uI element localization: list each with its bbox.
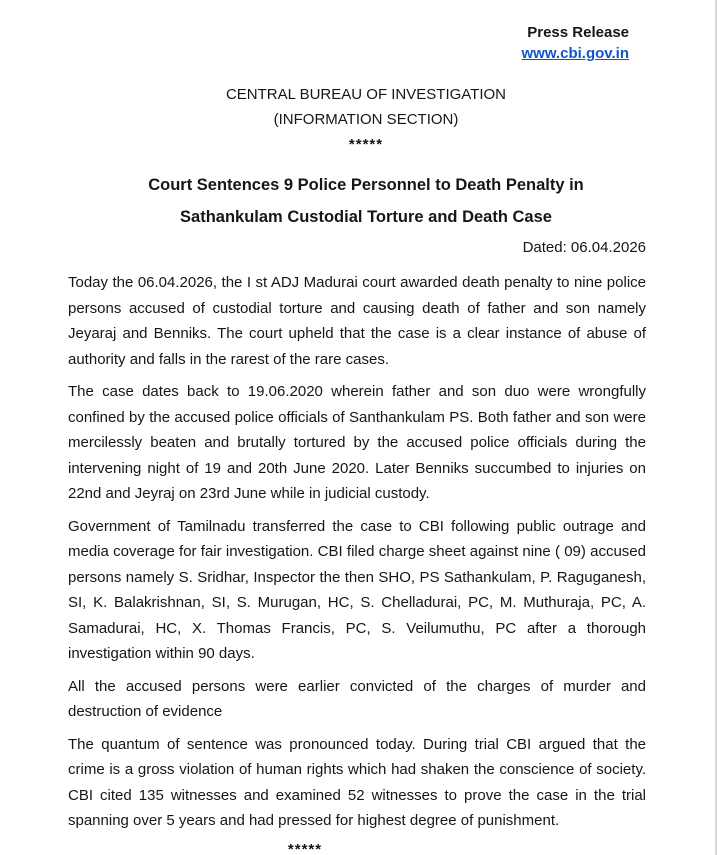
star-separator-bottom: ***** (287, 840, 323, 855)
star-separator-top: ***** (348, 136, 384, 153)
org-section: (INFORMATION SECTION) (273, 111, 459, 128)
press-release-label: Press Release (527, 24, 629, 41)
paragraph-investigation: Government of Tamilnadu transferred the case to CBI following public outrage and media coverage for fair investigation. CBI filed charge sheet against nine ( 09) accused persons namely S. Sridhar, Inspector the then SHO, PS Sathankulam, P. Raguganesh, SI, K. Balakrishnan, SI, S. Murugan, HC, S. Chelladurai, PC, M. Muthuraja, PC, A. Samadurai, HC, X. Thomas Francis, PC, S. Veilumuthu, PC after a thorough investigation within 90 days. (68, 517, 646, 662)
paragraph-verdict: Today the 06.04.2026, the I st ADJ Madurai court awarded death penalty to nine police persons accused of custodial torture and causing death of father and son namely Jeyaraj and Benniks. The court upheld that the case is a clear instance of abuse of authority and falls in the rarest of the rare cases. (68, 274, 646, 368)
paragraph-conviction: All the accused persons were earlier convicted of the charges of murder and destruction of evidence (68, 677, 646, 720)
document-body (68, 270, 646, 834)
page-title-line2: Sathankulam Custodial Torture and Death Case (180, 208, 552, 226)
cbi-website-link[interactable]: www.cbi.gov.in (521, 45, 629, 62)
page-title-line1: Court Sentences 9 Police Personnel to Death Penalty in (148, 176, 584, 194)
paragraph-sentence: The quantum of sentence was pronounced today. During trial CBI argued that the crime is a gross violation of human rights which had shaken the conscience of society. CBI cited 135 witnesses and examined 52 witnesses to prove the case in the trial spanning over 5 years and had pressed for highest degree of punishment. (68, 735, 646, 829)
document-header (68, 22, 646, 64)
org-name: CENTRAL BUREAU OF INVESTIGATION (225, 86, 507, 103)
organization-heading (77, 82, 655, 157)
paragraph-case-history: The case dates back to 19.06.2020 wherein father and son duo were wrongfully confined by the accused police officials of Santhankulam PS. Both father and son were mercilessly beaten and brutally tortured by the accused police officials during the intervening night of 19 and 20th June 2020. Later Benniks succumbed to injuries on 22nd and Jeyraj on 23rd June while in judicial custody. (68, 383, 646, 502)
page-title (77, 169, 655, 233)
dated-label: Dated: 06.04.2026 (522, 239, 646, 256)
